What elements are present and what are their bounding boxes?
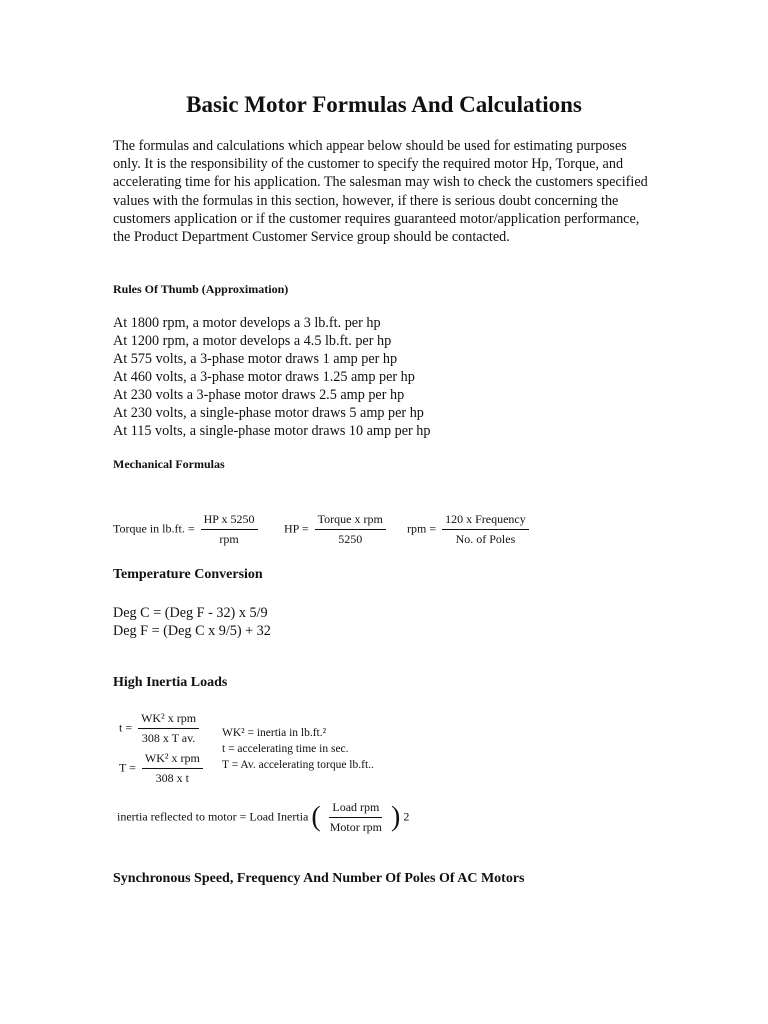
def-T: T = Av. accelerating torque lb.ft.. (222, 759, 374, 771)
reflected-fraction (327, 800, 385, 835)
t-formula (119, 711, 202, 746)
def-wk: WK² = inertia in lb.ft.² (222, 727, 327, 739)
reflected-denominator: Motor rpm (329, 820, 383, 834)
rule-item: At 575 volts, a 3-phase motor draws 1 amp per hp (113, 351, 398, 367)
rule-item: At 1200 rpm, a motor develops a 4.5 lb.ft. per hp (113, 333, 392, 349)
torque-formula (113, 512, 261, 547)
inertia-definitions (222, 725, 374, 773)
hp-fraction (315, 512, 386, 547)
rules-list (113, 314, 430, 440)
T-numerator: WK² x rpm (142, 751, 203, 769)
reflected-numerator: Load rpm (329, 800, 382, 818)
rule-item: At 230 volts a 3-phase motor draws 2.5 amp per hp (113, 387, 405, 403)
hp-lhs: HP = (284, 521, 309, 536)
def-t: t = accelerating time in sec. (222, 743, 349, 755)
t-numerator: WK² x rpm (138, 711, 199, 729)
page-title: Basic Motor Formulas And Calculations (186, 92, 582, 117)
hp-denominator: 5250 (338, 532, 363, 546)
torque-lhs: Torque in lb.ft. = (113, 521, 195, 536)
rpm-lhs: rpm = (407, 521, 437, 536)
hp-numerator: Torque x rpm (315, 512, 386, 530)
rpm-formula (407, 512, 532, 547)
right-paren: ) (391, 801, 401, 833)
reflected-inertia-formula (117, 800, 409, 835)
rule-item: At 460 volts, a 3-phase motor draws 1.25 amp per hp (113, 369, 415, 385)
rule-item: At 1800 rpm, a motor develops a 3 lb.ft. per hp (113, 315, 381, 331)
temp-formula: Deg F = (Deg C x 9/5) + 32 (113, 623, 271, 639)
reflected-lhs: inertia reflected to motor = Load Inertia (117, 809, 309, 824)
torque-numerator: HP x 5250 (201, 512, 258, 530)
temperature-heading: Temperature Conversion (113, 567, 263, 582)
t-lhs: t = (119, 720, 133, 735)
rules-heading: Rules Of Thumb (Approximation) (113, 282, 289, 296)
rule-item: At 115 volts, a single-phase motor draws 10 amp per hp (113, 423, 431, 439)
t-denominator: 308 x T av. (141, 731, 196, 745)
torque-fraction (201, 512, 258, 547)
mechanical-heading: Mechanical Formulas (113, 457, 225, 471)
rpm-denominator: No. of Poles (455, 532, 516, 546)
rpm-fraction (442, 512, 529, 547)
inertia-heading: High Inertia Loads (113, 675, 228, 690)
T-denominator: 308 x t (155, 771, 190, 785)
temp-formula: Deg C = (Deg F - 32) x 5/9 (113, 605, 268, 621)
rule-item: At 230 volts, a single-phase motor draws 5 amp per hp (113, 405, 424, 421)
t-fraction (138, 711, 199, 746)
torque-denominator: rpm (219, 532, 239, 546)
T-formula (119, 751, 206, 786)
T-fraction (142, 751, 203, 786)
T-lhs: T = (119, 760, 136, 775)
temperature-formulas (113, 604, 271, 640)
reflected-exponent: 2 (403, 809, 410, 824)
hp-formula (284, 512, 389, 547)
left-paren: ( (311, 801, 321, 833)
rpm-numerator: 120 x Frequency (442, 512, 529, 530)
sync-speed-heading: Synchronous Speed, Frequency And Number Of Poles Of AC Motors (113, 871, 525, 886)
intro-paragraph: The formulas and calculations which appear below should be used for estimating purposes only. It is the responsibility of the customer to specify the required motor Hp, Torque, and accelerating time for his application. The salesman may wish to check the customers specified values with the formulas in this section, however, if there is serious doubt concerning the customers application or if the customer requires guaranteed motor/application performance, the Product Department Customer Service group should be contacted. (113, 138, 648, 246)
